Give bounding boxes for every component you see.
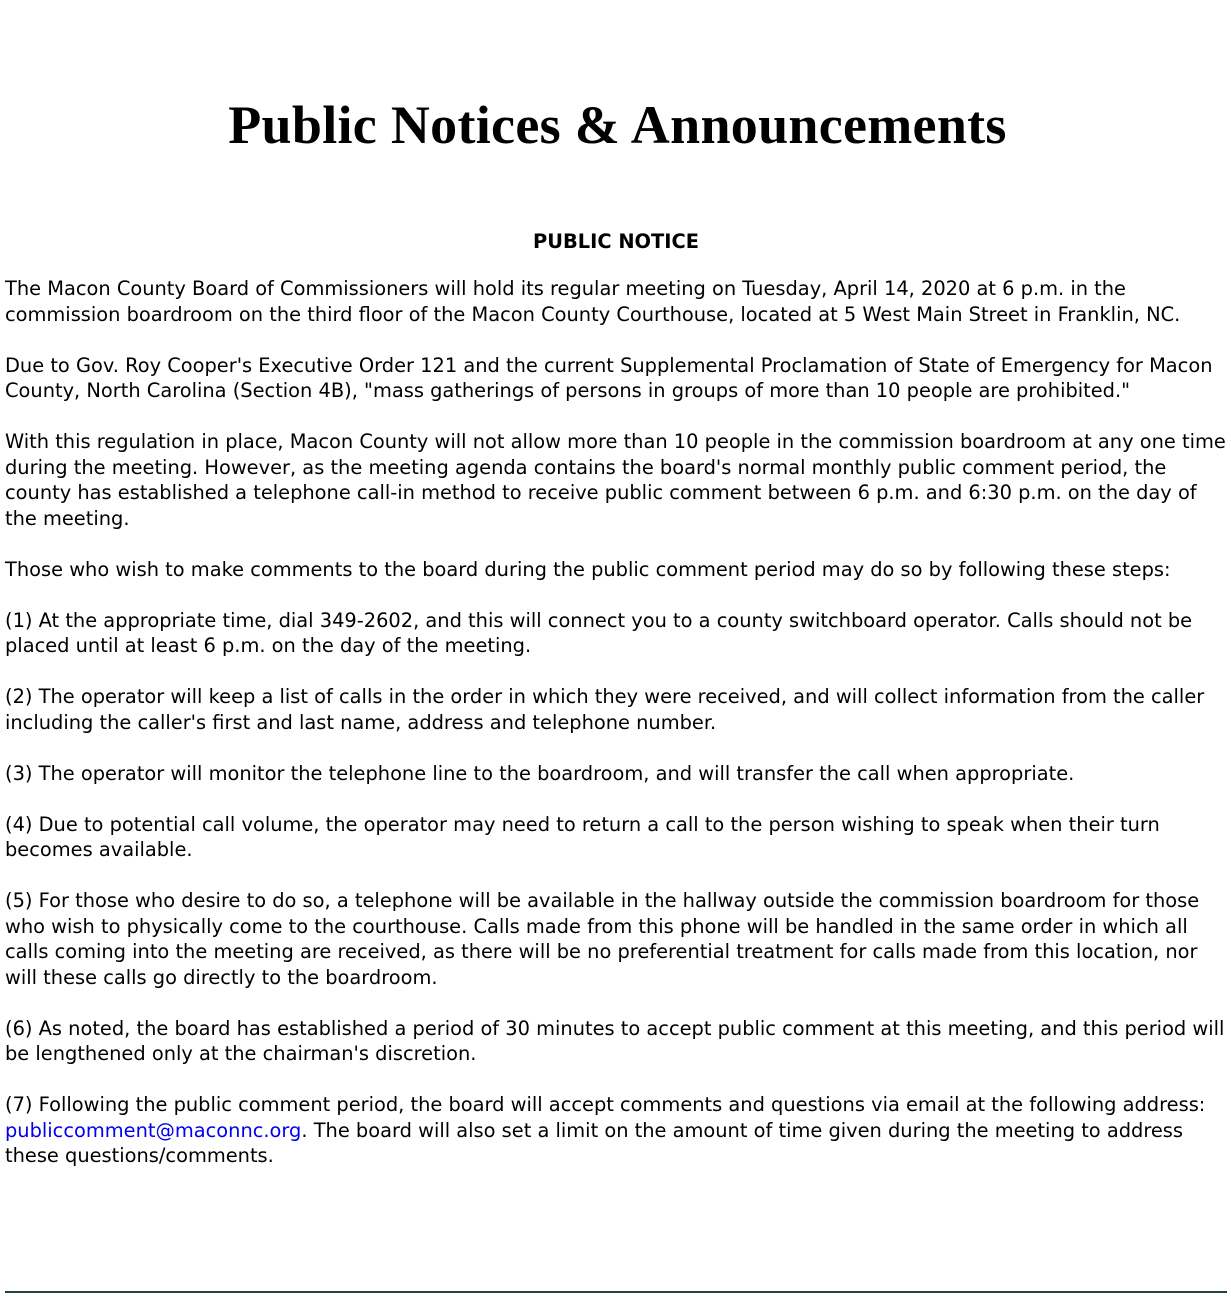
regulation-paragraph: With this regulation in place, Macon County will not allow more than 10 people in the commission boardroom at any one time during the meeting. However, as the meeting agenda contains the board's normal monthly public comment period, the county has established a telephone call-in method to receive public comment between 6 p.m. and 6:30 p.m. on the day of the meeting. (5, 430, 1226, 530)
step-2: (2) The operator will keep a list of calls in the order in which they were received, and will collect information from the caller including the caller's first and last name, address and telephone number. (5, 685, 1205, 734)
step-3: (3) The operator will monitor the telephone line to the boardroom, and will transfer the call when appropriate. (5, 761, 1075, 785)
step-7-text-before-link: (7) Following the public comment period, the board will accept comments and questions via email at the following address: (5, 1093, 1206, 1116)
step-6: (6) As noted, the board has established a period of 30 minutes to accept public comment at this meeting, and this period will be lengthened only at the chairman's discretion. (5, 1016, 1225, 1065)
footer-divider (5, 1291, 1227, 1293)
step-7 (5, 1092, 1227, 1169)
executive-order-paragraph: Due to Gov. Roy Cooper's Executive Order 121 and the current Supplemental Proclamation of State of Emergency for Macon County, North Carolina (Section 4B), "mass gatherings of persons in groups of more than 10 people are prohibited." (5, 353, 1213, 402)
public-comment-email-link[interactable]: publiccomment@maconnc.org (5, 1118, 302, 1142)
step-1: (1) At the appropriate time, dial 349-2602, and this will connect you to a county switchboard operator. Calls should not be placed until at least 6 p.m. on the day of the meeting. (5, 608, 1193, 657)
public-notice (5, 228, 1227, 1169)
meeting-announcement-paragraph: The Macon County Board of Commissioners will hold its regular meeting on Tuesday, April 14, 2020 at 6 p.m. in the commission boardroom on the third floor of the Macon County Courthouse, located at 5 West Main Street in Franklin, NC. (5, 277, 1181, 326)
steps-intro-paragraph: Those who wish to make comments to the board during the public comment period may do so by following these steps: (5, 557, 1171, 581)
notice-heading: PUBLIC NOTICE (533, 230, 699, 253)
step-5: (5) For those who desire to do so, a telephone will be available in the hallway outside the commission boardroom for those who wish to physically come to the courthouse. Calls made from this phone will be handled in the same order in which all calls coming into the meeting are received, as there will be no preferential treatment for calls made from this location, nor will these calls go directly to the boardroom. (5, 889, 1200, 989)
step-7-text-after-link: . The board will also set a limit on the amount of time given during the meeting to address these questions/comments. (5, 1118, 1184, 1167)
step-4: (4) Due to potential call volume, the operator may need to return a call to the person wishing to speak when their turn becomes available. (5, 812, 1160, 861)
page-title: Public Notices & Announcements (228, 95, 1007, 155)
